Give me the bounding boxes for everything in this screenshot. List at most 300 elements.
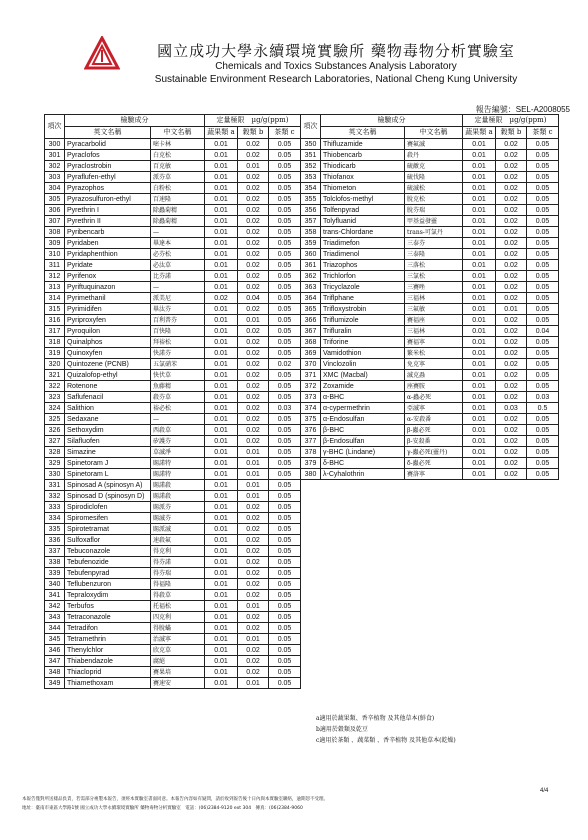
footer-disclaimer: 本報告僅對所送樣品負責，若需部分複製本報告，須經本實驗室書面同意。本報告內容如有疑問，請於收到報告後十日內與本實驗室聯絡，逾期恕不受理。: [22, 797, 328, 802]
table-row: [45, 447, 301, 458]
limit-tea: 0.05: [269, 260, 301, 271]
limit-tea: 0.05: [269, 293, 301, 304]
limit-tea: 0.05: [269, 568, 301, 579]
item-number: 326: [45, 425, 65, 436]
table-row: [45, 634, 301, 645]
limit-vegetables-fruits: 0.01: [205, 271, 238, 282]
english-name: Tebuconazole: [65, 546, 151, 557]
limit-tea: 0.05: [527, 337, 559, 348]
item-number: 320: [45, 359, 65, 370]
header-chinese-name: 中文名稱: [405, 127, 463, 139]
limit-tea: 0.05: [269, 304, 301, 315]
limit-vegetables-fruits: 0.01: [463, 414, 496, 425]
chinese-name: 殺丹: [405, 150, 463, 161]
limit-tea: 0.05: [269, 150, 301, 161]
limit-vegetables-fruits: 0.01: [205, 249, 238, 260]
limit-tea: 0.05: [527, 161, 559, 172]
english-name: Quizalofop-ethyl: [65, 370, 151, 381]
chinese-name: β-蟲必死: [405, 425, 463, 436]
limit-tea: 0.05: [269, 271, 301, 282]
item-number: 368: [301, 337, 321, 348]
english-name: Thenylchlor: [65, 645, 151, 656]
chinese-name: 硫敵克: [405, 161, 463, 172]
item-number: 312: [45, 271, 65, 282]
table-row: [45, 403, 301, 414]
chinese-name: —: [151, 282, 205, 293]
limit-grains: 0.02: [238, 359, 269, 370]
chinese-name: —: [151, 414, 205, 425]
chinese-name: 三氟敏: [405, 304, 463, 315]
item-number: 346: [45, 645, 65, 656]
limit-tea: 0.05: [269, 249, 301, 260]
limit-tea: 0.05: [269, 436, 301, 447]
limit-tea: 0.05: [269, 524, 301, 535]
table-row: [45, 249, 301, 260]
item-number: 364: [301, 293, 321, 304]
limit-grains: 0.01: [238, 315, 269, 326]
english-name: Spinetoram J: [65, 458, 151, 469]
item-number: 361: [301, 260, 321, 271]
english-name: Pyraclofos: [65, 150, 151, 161]
chinese-name: 畢汰芬: [151, 304, 205, 315]
limit-vegetables-fruits: 0.01: [205, 601, 238, 612]
limit-grains: 0.02: [238, 194, 269, 205]
limit-tea: 0.05: [527, 370, 559, 381]
english-name: Pyridaben: [65, 238, 151, 249]
limit-tea: 0.05: [527, 293, 559, 304]
limit-grains: 0.01: [238, 447, 269, 458]
header-quantitation-limit: 定量極限 µg/g(ppm): [205, 115, 301, 127]
english-name: Quinoxyfen: [65, 348, 151, 359]
limit-grains: 0.02: [496, 260, 527, 271]
table-body-left: [45, 139, 301, 689]
limit-grains: 0.02: [238, 326, 269, 337]
limit-vegetables-fruits: 0.01: [205, 568, 238, 579]
chinese-name: 三福林: [405, 326, 463, 337]
limit-tea: 0.05: [269, 491, 301, 502]
limit-vegetables-fruits: 0.01: [463, 348, 496, 359]
chinese-name: 硫滅松: [405, 183, 463, 194]
table-row: [301, 381, 559, 392]
english-name: Sulfoxaflor: [65, 535, 151, 546]
english-name: Thiacloprid: [65, 667, 151, 678]
institution-name: Sustainable Environment Research Laboratories, National Cheng Kung University: [154, 74, 518, 85]
chinese-name: 百利普芬: [151, 315, 205, 326]
limit-grains: 0.02: [238, 150, 269, 161]
chinese-name: 魚藤精: [151, 381, 205, 392]
item-number: 380: [301, 469, 321, 480]
table-row: [301, 447, 559, 458]
limit-tea: 0.05: [269, 678, 301, 689]
limit-tea: 0.02: [269, 359, 301, 370]
limit-tea: 0.05: [269, 546, 301, 557]
ncku-logo: [84, 36, 120, 72]
item-number: 357: [301, 216, 321, 227]
footnote-b: b適用於穀類及乾豆: [316, 726, 368, 733]
item-number: 347: [45, 656, 65, 667]
limit-grains: 0.02: [238, 502, 269, 513]
table-row: [45, 425, 301, 436]
table-row: [301, 348, 559, 359]
table-row: [45, 513, 301, 524]
chinese-name: 派美尼: [151, 293, 205, 304]
item-number: 334: [45, 513, 65, 524]
table-row: [45, 392, 301, 403]
english-name: Triforine: [321, 337, 405, 348]
limit-tea: 0.05: [527, 282, 559, 293]
chinese-name: 免克寧: [405, 359, 463, 370]
limit-grains: 0.02: [238, 403, 269, 414]
english-name: Pyribencarb: [65, 227, 151, 238]
english-name: Triadimefon: [321, 238, 405, 249]
limit-vegetables-fruits: 0.01: [463, 249, 496, 260]
item-number: 305: [45, 194, 65, 205]
english-name: Terbufos: [65, 601, 151, 612]
table-row: [301, 282, 559, 293]
chinese-name: α-蟲必死: [405, 392, 463, 403]
table-row: [45, 502, 301, 513]
english-name: XMC (Macbal): [321, 370, 405, 381]
table-row: [45, 205, 301, 216]
item-number: 321: [45, 370, 65, 381]
item-number: 304: [45, 183, 65, 194]
limit-tea: 0.05: [527, 436, 559, 447]
limit-vegetables-fruits: 0.01: [205, 491, 238, 502]
limit-vegetables-fruits: 0.01: [463, 293, 496, 304]
limit-grains: 0.02: [496, 337, 527, 348]
english-name: Triazophos: [321, 260, 405, 271]
english-name: Simazine: [65, 447, 151, 458]
limit-vegetables-fruits: 0.01: [463, 381, 496, 392]
chinese-name: 得克利: [151, 546, 205, 557]
table-row: [301, 436, 559, 447]
limit-vegetables-fruits: 0.01: [205, 469, 238, 480]
limit-vegetables-fruits: 0.01: [205, 612, 238, 623]
limit-tea: 0.03: [527, 392, 559, 403]
table-row: [45, 304, 301, 315]
table-row: [45, 535, 301, 546]
limit-grains: 0.02: [238, 623, 269, 634]
limit-vegetables-fruits: 0.01: [463, 425, 496, 436]
limit-vegetables-fruits: 0.01: [205, 381, 238, 392]
limit-tea: 0.05: [269, 227, 301, 238]
chinese-name: 甲基益發靈: [405, 216, 463, 227]
english-name: Tricyclazole: [321, 282, 405, 293]
item-number: 313: [45, 282, 65, 293]
limit-vegetables-fruits: 0.01: [463, 458, 496, 469]
limit-vegetables-fruits: 0.01: [205, 623, 238, 634]
table-row: [301, 271, 559, 282]
limit-tea: 0.05: [269, 370, 301, 381]
english-name: Spinetoram L: [65, 469, 151, 480]
limit-vegetables-fruits: 0.01: [463, 447, 496, 458]
header-tea: 茶類 c: [527, 127, 559, 139]
limit-vegetables-fruits: 0.01: [205, 447, 238, 458]
limit-grains: 0.02: [496, 436, 527, 447]
item-number: 352: [301, 161, 321, 172]
chinese-name: 腐絕: [151, 656, 205, 667]
limit-grains: 0.02: [496, 359, 527, 370]
chinese-name: 賽福座: [405, 315, 463, 326]
limit-vegetables-fruits: 0.01: [463, 326, 496, 337]
table-row: [301, 183, 559, 194]
table-row: [301, 458, 559, 469]
chinese-name: 脫芬瑞: [405, 205, 463, 216]
limit-grains: 0.01: [238, 458, 269, 469]
english-name: Thiofanox: [321, 172, 405, 183]
limit-vegetables-fruits: 0.01: [463, 194, 496, 205]
chinese-name: —: [151, 227, 205, 238]
limit-grains: 0.02: [496, 216, 527, 227]
limit-tea: 0.05: [527, 205, 559, 216]
table-body-right: [301, 139, 559, 480]
limit-tea: 0.05: [527, 216, 559, 227]
chinese-name: 百快隆: [151, 326, 205, 337]
table-row: [45, 568, 301, 579]
limit-vegetables-fruits: 0.01: [205, 139, 238, 150]
limit-tea: 0.05: [527, 425, 559, 436]
limit-tea: 0.05: [269, 348, 301, 359]
item-number: 372: [301, 381, 321, 392]
limit-vegetables-fruits: 0.01: [205, 359, 238, 370]
chinese-name: 亞滅寧: [405, 403, 463, 414]
limit-grains: 0.02: [496, 348, 527, 359]
item-number: 302: [45, 161, 65, 172]
english-name: Trichlorfon: [321, 271, 405, 282]
header-grains: 穀類 b: [496, 127, 527, 139]
limit-grains: 0.02: [496, 293, 527, 304]
table-row: [301, 150, 559, 161]
english-name: Tolyfluanid: [321, 216, 405, 227]
table-row: [45, 337, 301, 348]
limit-vegetables-fruits: 0.01: [463, 216, 496, 227]
header-english-name: 英文名稱: [65, 127, 151, 139]
limit-grains: 0.02: [238, 425, 269, 436]
item-number: 309: [45, 238, 65, 249]
limit-tea: 0.05: [269, 172, 301, 183]
limit-tea: 0.05: [527, 238, 559, 249]
chinese-name: α-安殺番: [405, 414, 463, 425]
chinese-name: 賽福寧: [405, 337, 463, 348]
limit-vegetables-fruits: 0.01: [205, 348, 238, 359]
chinese-name: 裕必松: [151, 403, 205, 414]
limit-tea: 0.05: [269, 414, 301, 425]
limit-grains: 0.02: [238, 238, 269, 249]
english-name: Pyroquilon: [65, 326, 151, 337]
limit-grains: 0.02: [238, 568, 269, 579]
chinese-name: 賜派滅: [151, 524, 205, 535]
item-number: 375: [301, 414, 321, 425]
chinese-name: 賽果培: [151, 667, 205, 678]
table-row: [45, 326, 301, 337]
english-name: λ-Cyhalothrin: [321, 469, 405, 480]
limit-tea: 0.05: [527, 139, 559, 150]
limit-grains: 0.02: [238, 414, 269, 425]
limit-grains: 0.02: [496, 414, 527, 425]
limit-tea: 0.05: [269, 645, 301, 656]
table-row: [45, 348, 301, 359]
chinese-name: 得芬諾: [151, 557, 205, 568]
limit-grains: 0.02: [496, 172, 527, 183]
table-row: [45, 623, 301, 634]
chinese-name: 白粉松: [151, 183, 205, 194]
item-number: 327: [45, 436, 65, 447]
limit-vegetables-fruits: 0.01: [205, 513, 238, 524]
limit-grains: 0.02: [238, 557, 269, 568]
item-number: 324: [45, 403, 65, 414]
item-number: 336: [45, 535, 65, 546]
table-row: [45, 260, 301, 271]
limit-grains: 0.02: [496, 469, 527, 480]
chinese-name: δ-蟲必死: [405, 458, 463, 469]
limit-grains: 0.02: [496, 447, 527, 458]
limit-grains: 0.04: [238, 293, 269, 304]
footer-contact: 地址：臺南市東區大學路1號 國立成功大學永續環境實驗所 藥物毒物分析實驗室 電話：(06)2384-9120 ext 304 傳真：(06)2384-9060: [22, 806, 303, 811]
limit-vegetables-fruits: 0.01: [463, 227, 496, 238]
limit-grains: 0.02: [238, 392, 269, 403]
header-vegetables-fruits: 蔬果類 a: [463, 127, 496, 139]
table-row: [45, 172, 301, 183]
limit-tea: 0.05: [269, 513, 301, 524]
table-row: [45, 183, 301, 194]
table-row: [301, 238, 559, 249]
limit-tea: 0.05: [269, 601, 301, 612]
item-number: 303: [45, 172, 65, 183]
english-name: Spirotetramat: [65, 524, 151, 535]
chinese-name: 賜滅芬: [151, 513, 205, 524]
item-number: 365: [301, 304, 321, 315]
limit-vegetables-fruits: 0.01: [463, 370, 496, 381]
item-number: 331: [45, 480, 65, 491]
table-row: [301, 161, 559, 172]
chinese-name: 賜諾特: [151, 469, 205, 480]
table-row: [45, 139, 301, 150]
limit-tea: 0.05: [527, 447, 559, 458]
limit-tea: 0.05: [269, 557, 301, 568]
footnote-a: a適用於蔬果類、香辛植物 及其他草本(鮮食): [316, 715, 435, 722]
limit-vegetables-fruits: 0.01: [205, 205, 238, 216]
english-name: Pyrethrin I: [65, 205, 151, 216]
english-name: δ-BHC: [321, 458, 405, 469]
limit-grains: 0.02: [238, 183, 269, 194]
limit-vegetables-fruits: 0.01: [205, 590, 238, 601]
english-name: Salithion: [65, 403, 151, 414]
limit-tea: 0.05: [527, 194, 559, 205]
chinese-name: 除蟲菊精: [151, 205, 205, 216]
english-name: α-Endosulfan: [321, 414, 405, 425]
english-name: Pyrazosulfuron-ethyl: [65, 194, 151, 205]
table-row: [45, 656, 301, 667]
item-number: 351: [301, 150, 321, 161]
table-row: [45, 579, 301, 590]
limit-grains: 0.02: [238, 579, 269, 590]
limit-vegetables-fruits: 0.01: [205, 337, 238, 348]
lab-title-english: Chemicals and Toxics Substances Analysis Laboratory: [215, 61, 457, 72]
limit-grains: 0.02: [238, 612, 269, 623]
limit-grains: 0.01: [238, 601, 269, 612]
chinese-name: 快諾芬: [151, 348, 205, 359]
item-number: 314: [45, 293, 65, 304]
english-name: Tetramethrin: [65, 634, 151, 645]
header-chinese-name: 中文名稱: [151, 127, 205, 139]
limit-vegetables-fruits: 0.01: [205, 480, 238, 491]
limit-grains: 0.02: [238, 172, 269, 183]
limit-vegetables-fruits: 0.01: [463, 260, 496, 271]
detection-limit-table-right: [300, 114, 559, 480]
limit-tea: 0.05: [269, 337, 301, 348]
limit-vegetables-fruits: 0.01: [205, 194, 238, 205]
limit-grains: 0.02: [496, 249, 527, 260]
table-row: [45, 524, 301, 535]
table-row: [45, 414, 301, 425]
limit-vegetables-fruits: 0.01: [463, 150, 496, 161]
english-name: α-cypermethrin: [321, 403, 405, 414]
limit-grains: 0.02: [496, 227, 527, 238]
limit-grains: 0.02: [496, 161, 527, 172]
limit-tea: 0.05: [269, 425, 301, 436]
table-row: [301, 216, 559, 227]
chinese-name: 草滅淨: [151, 447, 205, 458]
limit-tea: 0.05: [269, 590, 301, 601]
english-name: Pyridaphenthion: [65, 249, 151, 260]
item-number: 345: [45, 634, 65, 645]
chinese-name: 殺芬草: [151, 392, 205, 403]
english-name: Sedaxane: [65, 414, 151, 425]
limit-vegetables-fruits: 0.01: [205, 370, 238, 381]
limit-grains: 0.02: [496, 194, 527, 205]
english-name: Pyrimidifen: [65, 304, 151, 315]
chinese-name: 快伏草: [151, 370, 205, 381]
limit-vegetables-fruits: 0.01: [205, 524, 238, 535]
chinese-name: 得殺草: [151, 590, 205, 601]
limit-grains: 0.02: [496, 326, 527, 337]
chinese-name: 百速隆: [151, 194, 205, 205]
limit-grains: 0.02: [496, 392, 527, 403]
chinese-name: 繁米松: [405, 348, 463, 359]
chinese-name: 畢達本: [151, 238, 205, 249]
header-grains: 穀類 b: [238, 127, 269, 139]
item-number: 358: [301, 227, 321, 238]
english-name: Pyrifenox: [65, 271, 151, 282]
item-number: 343: [45, 612, 65, 623]
chinese-name: γ-蟲必死(靈丹): [405, 447, 463, 458]
english-name: Rotenone: [65, 381, 151, 392]
item-number: 308: [45, 227, 65, 238]
table-row: [45, 645, 301, 656]
chinese-name: 得福隆: [151, 579, 205, 590]
item-number: 325: [45, 414, 65, 425]
english-name: Quinalphos: [65, 337, 151, 348]
report-footer: [22, 795, 568, 813]
english-name: Tetraconazole: [65, 612, 151, 623]
limit-tea: 0.05: [527, 304, 559, 315]
limit-grains: 0.01: [238, 469, 269, 480]
english-name: Triflphane: [321, 293, 405, 304]
item-number: 367: [301, 326, 321, 337]
english-name: Pyraclostrobin: [65, 161, 151, 172]
lab-title-chinese: 國立成功大學永續環境實驗所 藥物毒物分析實驗室: [157, 42, 515, 60]
table-row: [45, 381, 301, 392]
table-row: [301, 414, 559, 425]
english-name: Sethoxydim: [65, 425, 151, 436]
table-row: [301, 315, 559, 326]
limit-tea: 0.05: [527, 249, 559, 260]
english-name: Pyrazophos: [65, 183, 151, 194]
limit-tea: 0.05: [527, 414, 559, 425]
english-name: Pyrethrin II: [65, 216, 151, 227]
limit-tea: 0.05: [269, 161, 301, 172]
table-row: [301, 249, 559, 260]
